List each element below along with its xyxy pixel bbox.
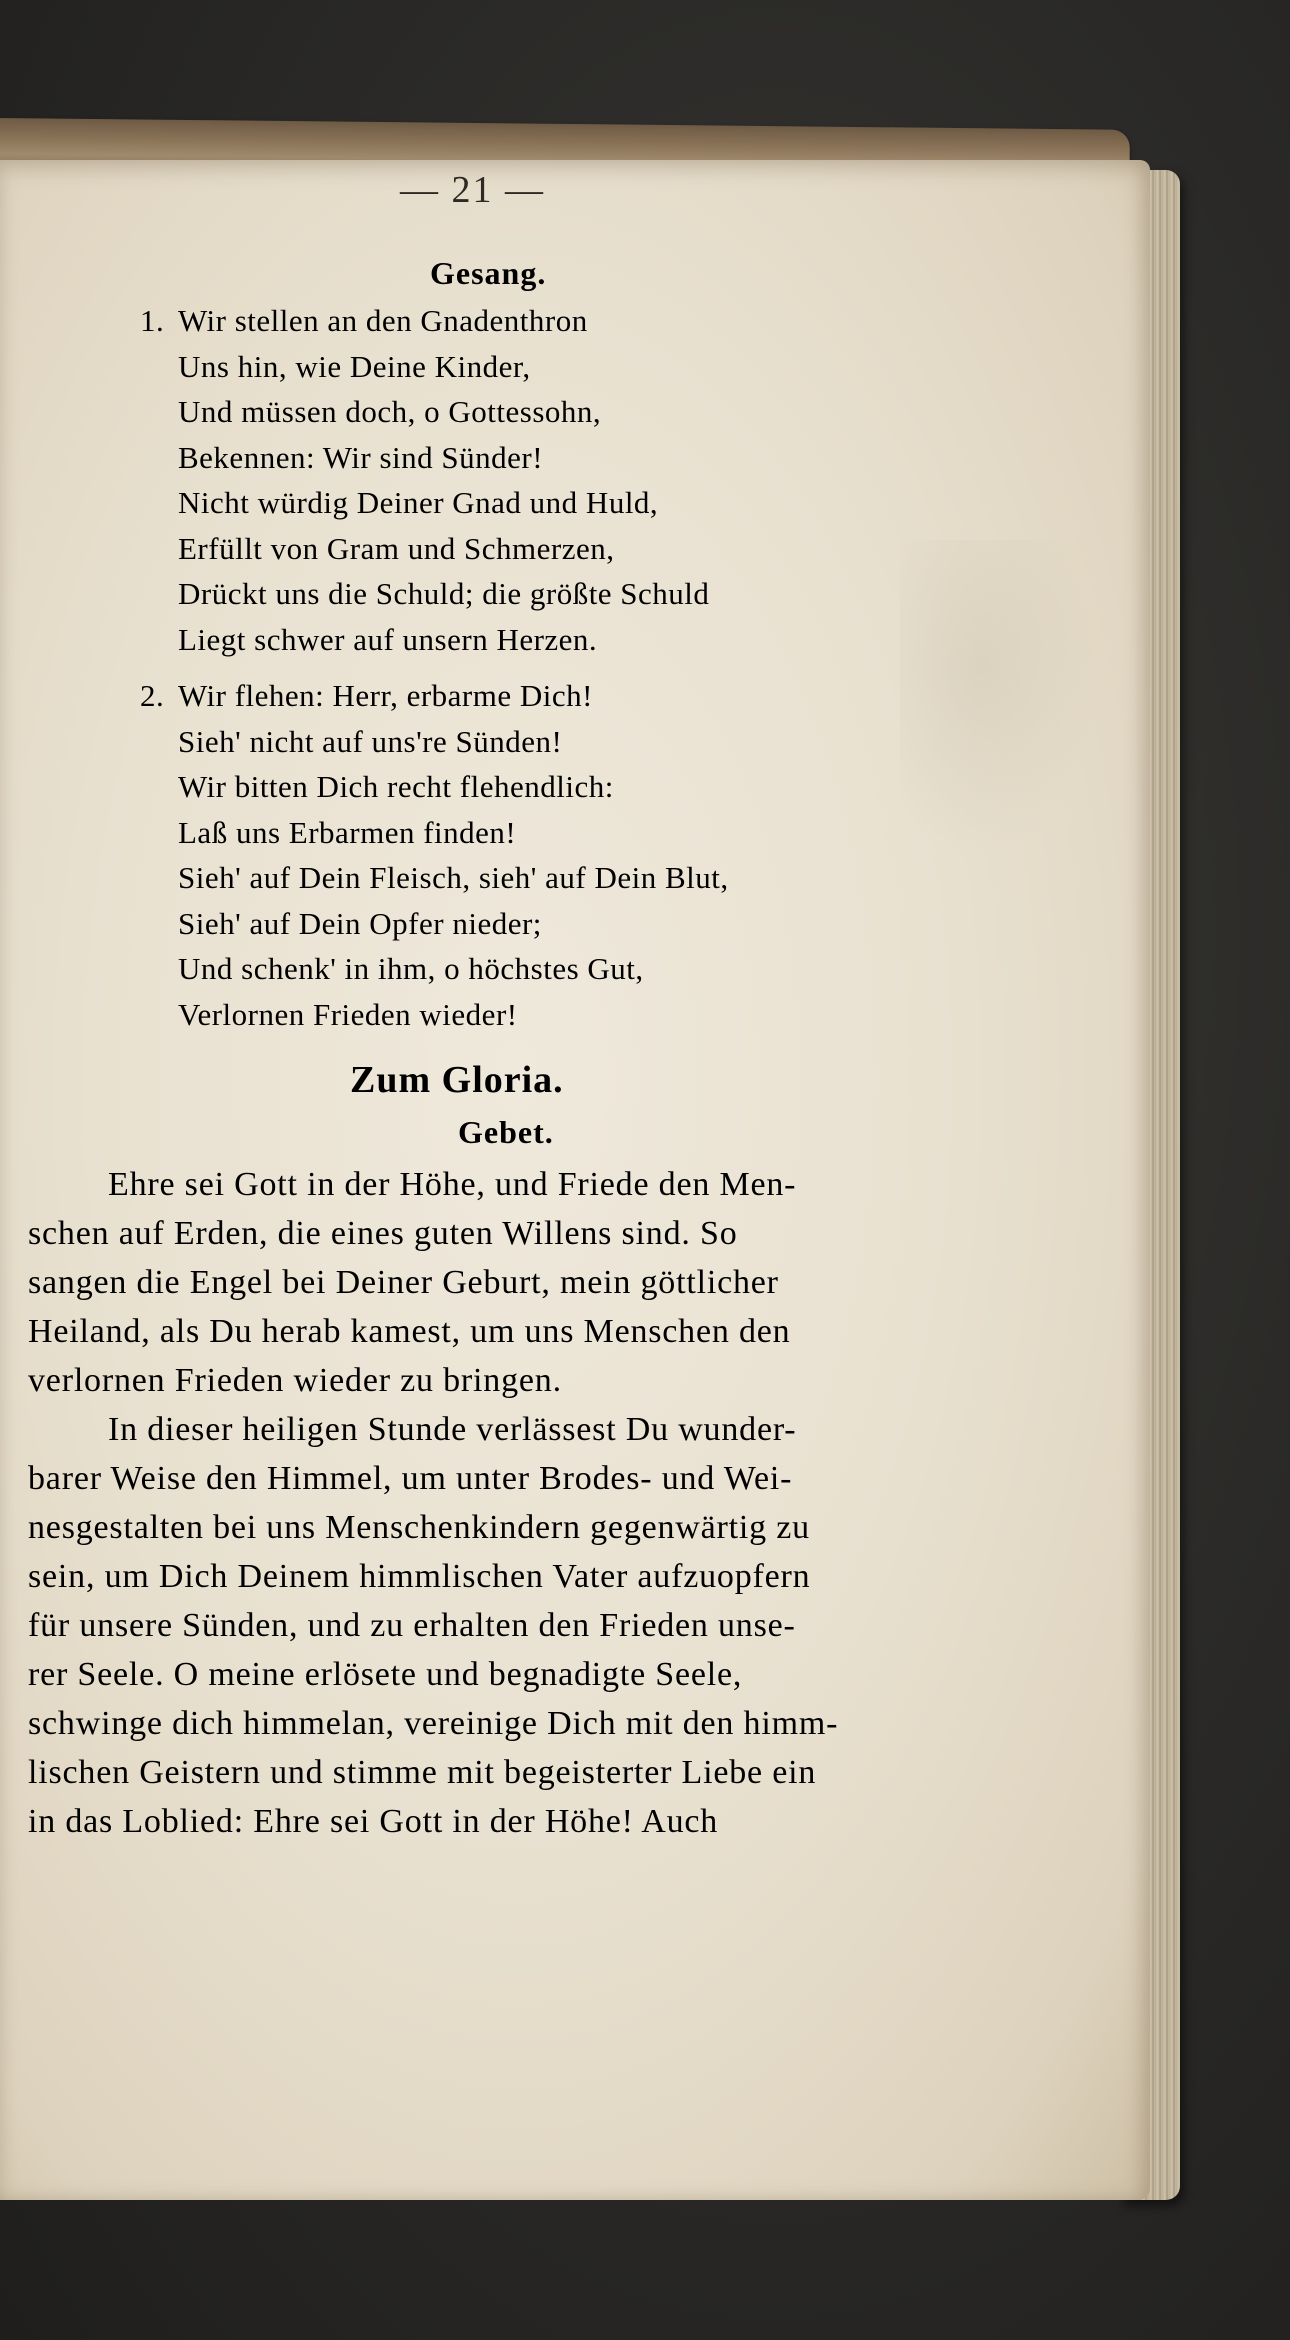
verse-line: Wir bitten Dich recht flehendlich: bbox=[178, 769, 614, 804]
prose-line bbox=[28, 1405, 983, 1454]
section-title: Zum Gloria. bbox=[350, 1059, 564, 1101]
prose-line: für unsere Sünden, und zu erhalten den Frieden unse- bbox=[28, 1607, 796, 1644]
verse-line: Sieh' nicht auf uns're Sünden! bbox=[178, 723, 563, 759]
prose-line: Heiland, als Du herab kamest, um uns Menschen den bbox=[28, 1313, 791, 1350]
show-through-shadow bbox=[900, 540, 1100, 860]
hymn-title: Gesang. bbox=[430, 255, 547, 291]
section-subtitle: Gebet. bbox=[458, 1114, 554, 1150]
verse-line: Laß uns Erbarmen finden! bbox=[178, 814, 517, 850]
verse-line: Uns hin, wie Deine Kinder, bbox=[178, 348, 531, 384]
page-number: — 21 — bbox=[400, 169, 545, 211]
verse-line: Sieh' auf Dein Fleisch, sieh' auf Dein Blut, bbox=[178, 860, 729, 895]
verse-number: 1. bbox=[140, 303, 165, 338]
prayer-paragraph-1 bbox=[28, 1160, 983, 1405]
verse-line: Wir flehen: Herr, erbarme Dich! bbox=[178, 678, 593, 713]
verse-line: Drückt uns die Schuld; die größte Schuld bbox=[178, 576, 710, 611]
verse-line: Wir stellen an den Gnadenthron bbox=[178, 303, 588, 338]
verse-number: 2. bbox=[140, 678, 165, 713]
prose-line: barer Weise den Himmel, um unter Brodes- und Wei- bbox=[28, 1460, 793, 1497]
prayer-paragraph-2 bbox=[28, 1405, 983, 1846]
prose-line: schwinge dich himmelan, vereinige Dich mit den himm- bbox=[28, 1705, 839, 1742]
prose-line: sangen die Engel bei Deiner Geburt, mein göttlicher bbox=[28, 1264, 779, 1301]
prose-line: nesgestalten bei uns Menschenkindern gegenwärtig zu bbox=[28, 1509, 810, 1546]
prose-line-text: In dieser heiligen Stunde verlässest Du wunder- bbox=[108, 1411, 797, 1448]
verse-line: Erfüllt von Gram und Schmerzen, bbox=[178, 530, 615, 566]
prose-line: sein, um Dich Deinem himmlischen Vater aufzuopfern bbox=[28, 1558, 811, 1595]
verse-line: Nicht würdig Deiner Gnad und Huld, bbox=[178, 485, 659, 520]
hymn-verse-2 bbox=[140, 673, 729, 1037]
verse-line: Und schenk' in ihm, o höchstes Gut, bbox=[178, 951, 644, 986]
prose-line: verlornen Frieden wieder zu bringen. bbox=[28, 1362, 562, 1399]
verse-line: Bekennen: Wir sind Sünder! bbox=[178, 439, 544, 475]
prose-line: schen auf Erden, die eines guten Willens sind. So bbox=[28, 1215, 738, 1252]
hymn-verse-1 bbox=[140, 298, 710, 662]
prose-line: rer Seele. O meine erlösete und begnadigte Seele, bbox=[28, 1656, 743, 1693]
verse-line: Liegt schwer auf unsern Herzen. bbox=[178, 621, 598, 657]
prose-line bbox=[28, 1160, 983, 1209]
verse-line: Verlornen Frieden wieder! bbox=[178, 996, 518, 1032]
verse-line: Sieh' auf Dein Opfer nieder; bbox=[178, 905, 542, 941]
verse-line: Und müssen doch, o Gottessohn, bbox=[178, 394, 602, 429]
prose-line: lischen Geistern und stimme mit begeisterter Liebe ein bbox=[28, 1754, 817, 1791]
prose-line: in das Loblied: Ehre sei Gott in der Höhe! Auch bbox=[28, 1803, 719, 1840]
prose-line-text: Ehre sei Gott in der Höhe, und Friede den Men- bbox=[108, 1166, 797, 1203]
